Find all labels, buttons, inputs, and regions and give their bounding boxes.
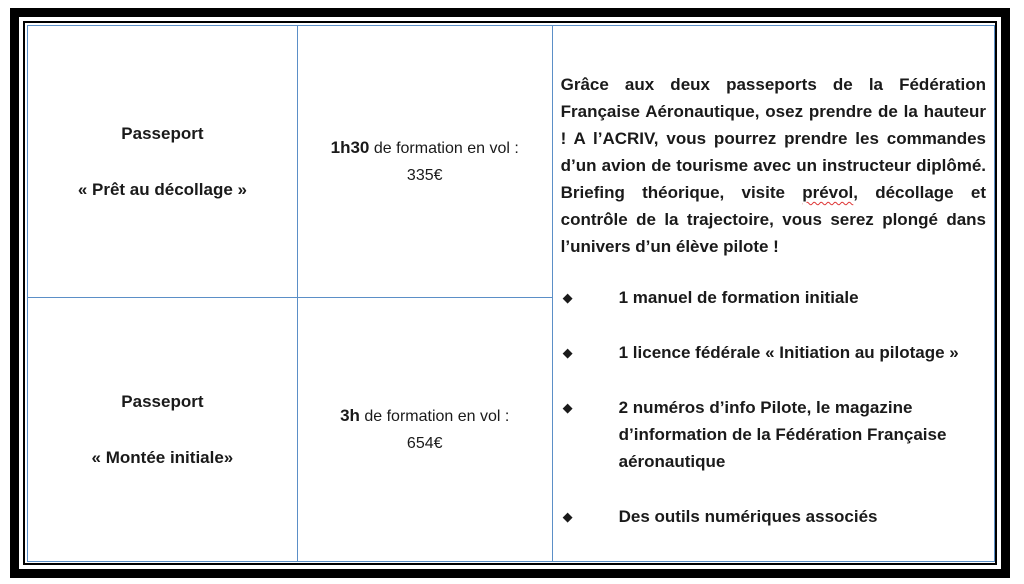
list-item-text: 2 numéros d’info Pilote, le magazine d’information de la Fédération Française aéronautique: [618, 398, 947, 471]
diamond-bullet-icon: ◆: [562, 290, 573, 305]
inner-frame: [23, 21, 997, 565]
list-item-text: 1 manuel de formation initiale: [618, 288, 859, 307]
passport-title-cell: [28, 26, 298, 298]
list-item: [553, 503, 994, 530]
description-cell: [552, 26, 994, 562]
table-row: [28, 26, 995, 298]
diamond-bullet-icon: ◆: [562, 509, 573, 524]
formation-text: de formation en vol :: [369, 140, 519, 157]
list-item: [553, 339, 994, 366]
passport-name: Passeport: [121, 123, 204, 143]
spellcheck-word: prévol: [802, 183, 854, 202]
description-text-end: , décollage et contrôle de la trajectoire, vous serez plongé dans l’univers d’un élève pilote !: [560, 183, 986, 256]
diamond-bullet-icon: ◆: [562, 345, 573, 360]
passport-price: 654€: [406, 435, 443, 452]
passport-price-cell: [297, 298, 552, 562]
offer-table: [27, 25, 995, 562]
outer-frame: [10, 8, 1010, 578]
diamond-bullet-icon: ◆: [562, 400, 573, 415]
list-item-text: 1 licence fédérale « Initiation au pilotage »: [618, 343, 959, 362]
flight-duration: 1h30: [330, 138, 370, 157]
passport-title-cell: [28, 298, 298, 562]
included-items-list: [553, 284, 994, 530]
list-item: [553, 394, 994, 475]
passport-price-cell: [297, 26, 552, 298]
passport-subtitle: « Prêt au décollage »: [77, 179, 247, 199]
description-text: Grâce aux deux passeports de la Fédération Française Aéronautique, osez prendre de la hauteur ! A l’ACRIV, vous pourrez prendre les commandes d’un avion de tourisme avec un instructeur diplômé. Briefing théorique, visite: [560, 75, 986, 202]
passport-name: Passeport: [121, 391, 204, 411]
description-paragraph: [561, 71, 986, 260]
flight-duration: 3h: [340, 406, 360, 425]
list-item: [553, 284, 994, 311]
passport-price: 335€: [406, 167, 443, 184]
formation-text: de formation en vol :: [359, 408, 510, 425]
passport-subtitle: « Montée initiale»: [91, 447, 234, 467]
list-item-text: Des outils numériques associés: [618, 507, 878, 526]
